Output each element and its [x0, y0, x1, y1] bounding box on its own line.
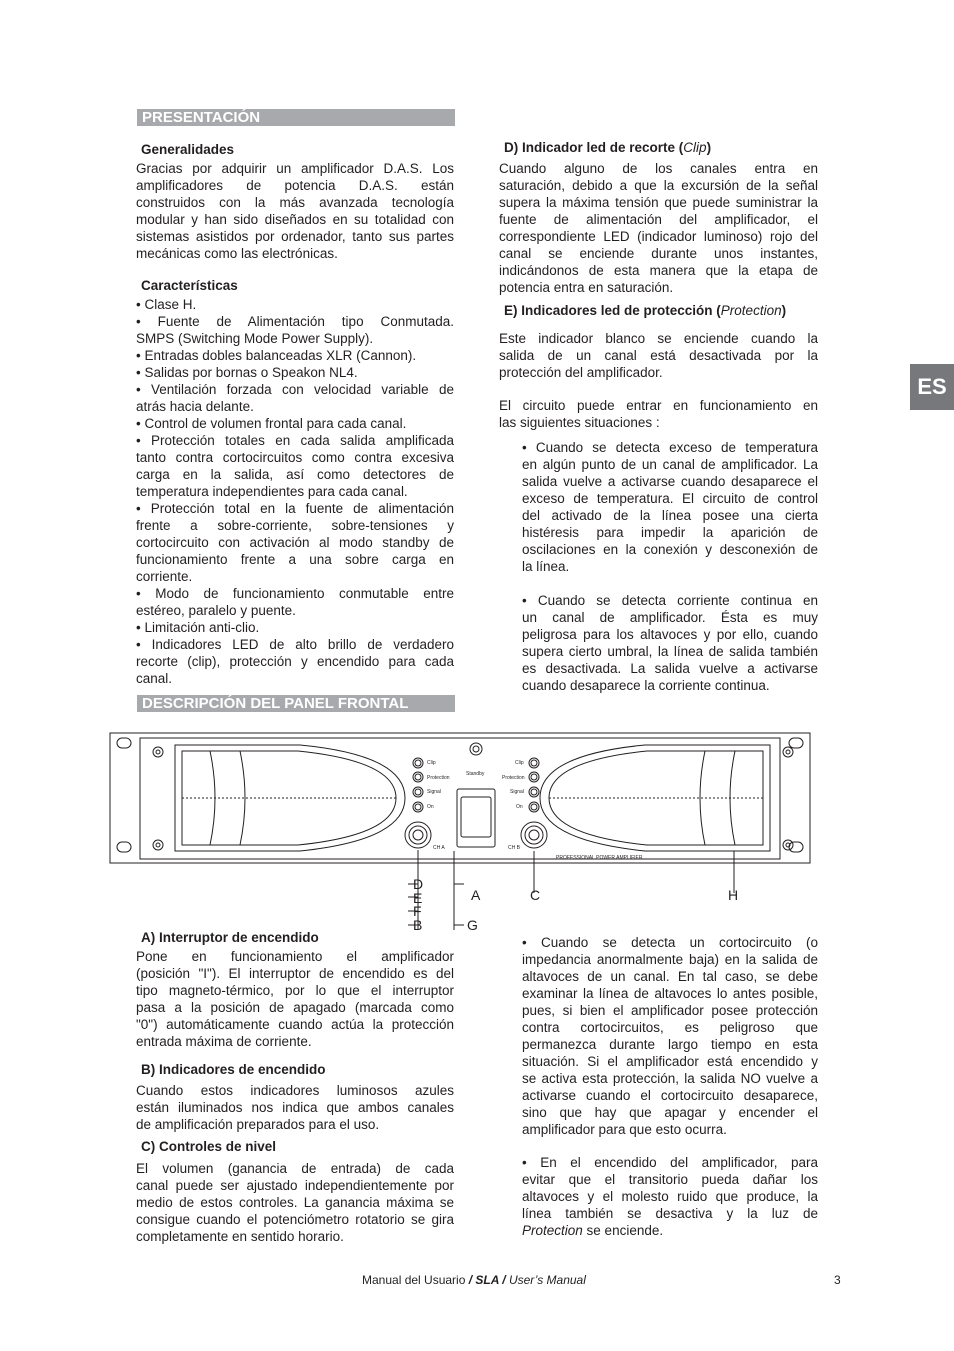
- text-line: se activa esta protección, la salida NO vuelve a: [522, 1071, 818, 1086]
- callout-b: B: [413, 917, 423, 933]
- text-line: • Cuando se detecta un cortocircuito (o: [522, 935, 818, 950]
- paragraph-d: [499, 160, 818, 296]
- text-line: potencia entra en saturación.: [499, 280, 674, 295]
- panel-label-ch-a: CH A: [433, 845, 445, 851]
- text-line: línea también se desactiva y la luz de: [522, 1206, 818, 1221]
- language-tab: ES: [910, 364, 954, 410]
- text-line: • Ventilación forzada con velocidad variable de: [136, 382, 454, 397]
- text-line: medio de estos controles. La ganancia máxima se: [136, 1195, 454, 1210]
- text-line: las siguientes situaciones :: [499, 415, 660, 430]
- text-line: Este indicador blanco se enciende cuando la: [499, 331, 818, 346]
- text-line: supera cierto umbral, la línea de salida también: [522, 644, 818, 659]
- text-line: • Cuando se detecta exceso de temperatura: [522, 440, 818, 455]
- text-line: frente a sobre-corriente, sobre-tensiones y: [136, 518, 454, 533]
- text-line: Gracias por adquirir un amplificador D.A.S. Los: [136, 161, 454, 176]
- text-line: entrada máxima de corriente.: [136, 1034, 312, 1049]
- paragraph-power-on: [522, 1154, 818, 1239]
- text-line: salida de un canal está desactivada por la: [499, 348, 818, 363]
- front-panel-diagram: [100, 725, 820, 940]
- callout-h: H: [728, 887, 739, 903]
- text-line: • En el encendido del amplificador, para: [522, 1155, 818, 1170]
- text-line: cuando desaparece la corriente continua.: [522, 678, 770, 693]
- text-line: exceso de temperatura. El circuito de control: [522, 491, 818, 506]
- paragraph-e2: [499, 397, 818, 431]
- text-line: histéresis para impedir la aparición de: [522, 525, 818, 540]
- panel-label-protection-a: Protection: [427, 775, 450, 781]
- text-line: canal.: [136, 671, 173, 686]
- text-line: estéreo, paralelo y puente.: [136, 603, 296, 618]
- panel-label-on-a: On: [427, 804, 434, 810]
- section-title-panel-frontal: DESCRIPCIÓN DEL PANEL FRONTAL: [137, 695, 455, 712]
- text-line: indicándonos de esta manera que la etapa de: [499, 263, 818, 278]
- text-line: • Entradas dobles balanceadas XLR (Cannon).: [136, 348, 417, 363]
- text-line: evitar que el transitorio pueda dañar los: [522, 1172, 818, 1187]
- text-line: (posición "I"). El interruptor de encendido es del: [136, 966, 454, 981]
- text-line: modular y han sido diseñados en su totalidad con: [136, 212, 454, 227]
- text-line: • Protección total en la fuente de alimentación: [136, 501, 454, 516]
- panel-label-ch-b: CH B: [508, 845, 520, 851]
- text-line: • Indicadores LED de alto brillo de verdadero: [136, 637, 454, 652]
- paragraph-shortcircuit: [522, 934, 818, 1138]
- heading-caracteristicas: Características: [141, 278, 238, 293]
- footer-right: User’s Manual: [508, 1273, 586, 1287]
- text-line: sistemas asistidos por ordenador, tanto sus partes: [136, 229, 454, 244]
- text-line: permanezca durante largo tiempo en esta: [522, 1037, 818, 1052]
- panel-label-signal-a: Signal: [427, 789, 441, 795]
- panel-label-clip-b: Clip: [515, 760, 524, 766]
- paragraph-b: [136, 1082, 454, 1133]
- text-line: • Clase H.: [136, 297, 197, 312]
- panel-label-on-b: On: [516, 804, 523, 810]
- text-line: corriente.: [136, 569, 193, 584]
- text-line: es desactivada. La salida vuelve a activarse: [522, 661, 818, 676]
- heading-a-interruptor: A) Interruptor de encendido: [141, 930, 319, 945]
- footer-text: [362, 1273, 586, 1287]
- text-line: • Salidas por bornas o Speakon NL4.: [136, 365, 358, 380]
- heading-c-controles: C) Controles de nivel: [141, 1139, 277, 1154]
- list-caracteristicas: [136, 296, 454, 687]
- text-line: saturación, debido a que la excursión de la señal: [499, 178, 818, 193]
- paragraph-e4: [522, 592, 818, 694]
- text-line: Pone en funcionamiento el amplificador: [136, 949, 454, 964]
- heading-generalidades: Generalidades: [141, 142, 235, 157]
- text-line: supera la máxima tensión que puede suministrar la: [499, 195, 818, 210]
- text-line: • Cuando se detecta corriente continua en: [522, 593, 818, 608]
- text-line: activarse cuando el cortocircuito desaparece,: [522, 1088, 818, 1103]
- panel-brand-text: PROFESSIONAL POWER AMPLIFIER: [556, 855, 643, 861]
- text-line: altavoces y el molesto ruido que produce, la: [522, 1189, 818, 1204]
- footer-left: Manual del Usuario: [362, 1273, 466, 1287]
- text-line: oscilaciones en la conexión y desconexión de: [522, 542, 818, 557]
- text-line: • Fuente de Alimentación tipo Conmutada.: [136, 314, 454, 329]
- text-line: canal puede ser ajustado independientemente por: [136, 1178, 454, 1193]
- paragraph-c: [136, 1160, 454, 1245]
- text-line: • Protección totales en cada salida amplificada: [136, 433, 454, 448]
- text-line: carga en la salida, así como detectores de: [136, 467, 454, 482]
- callout-d: D: [413, 876, 424, 892]
- text-line: protección del amplificador.: [499, 365, 663, 380]
- text-line: situación. Si el amplificador está encendido y: [522, 1054, 818, 1069]
- callout-g: G: [467, 917, 478, 933]
- text-line: • Control de volumen frontal para cada canal.: [136, 416, 407, 431]
- text-line: amplificador para que esto ocurra.: [522, 1122, 727, 1137]
- text-line: El circuito puede entrar en funcionamiento en: [499, 398, 818, 413]
- text-line: impedancia anormalmente baja) en la salida de: [522, 952, 818, 967]
- text-line: El volumen (ganancia de entrada) de cada: [136, 1161, 454, 1176]
- text-line: pasa a la posición de apagado (marcada como: [136, 1000, 454, 1015]
- panel-label-standby: Standby: [466, 771, 485, 777]
- page-number: 3: [834, 1273, 841, 1287]
- text-line: en algún punto de un canal de amplificador. La: [522, 457, 818, 472]
- callout-e: E: [413, 890, 423, 906]
- text-line: tipo magneto-térmico, por lo que el interruptor: [136, 983, 454, 998]
- paragraph-e: [499, 330, 818, 381]
- panel-label-protection-b: Protection: [502, 775, 525, 781]
- callout-f: F: [413, 903, 422, 919]
- footer-brand: / SLA /: [468, 1273, 506, 1287]
- text-line: completamente en sentido horario.: [136, 1229, 344, 1244]
- panel-label-signal-b: Signal: [510, 789, 524, 795]
- text-line: Protection se enciende.: [522, 1223, 664, 1238]
- text-line: examinar la línea de altavoces lo antes posible,: [522, 986, 818, 1001]
- text-line: correspondiente LED (indicador luminoso) rojo del: [499, 229, 818, 244]
- italic-term: Clip: [683, 140, 707, 155]
- text-line: están iluminados nos indica que ambos canales: [136, 1100, 454, 1115]
- text-line: recorte (clip), protección y encendido para cada: [136, 654, 454, 669]
- text-line: un canal de amplificador. Ésta es muy: [522, 610, 818, 625]
- text-line: tanto contra cortocircuitos como contra excesiva: [136, 450, 454, 465]
- text-line: peligrosa para los altavoces y por ello, cuando: [522, 627, 818, 642]
- text-line: de amplificación preparados para el uso.: [136, 1117, 380, 1132]
- text-line: SMPS (Switching Mode Power Supply).: [136, 331, 374, 346]
- text-line: sino que hay que apagar y encender el: [522, 1105, 818, 1120]
- text-line: pues, si bien el amplificador posee protección: [522, 1003, 818, 1018]
- callout-a: A: [471, 887, 481, 903]
- callout-c: C: [530, 887, 541, 903]
- heading-b-indicadores: B) Indicadores de encendido: [141, 1062, 326, 1077]
- text-line: Cuando estos indicadores luminosos azules: [136, 1083, 454, 1098]
- text-line: funcionamiento frente a una sobre carga en: [136, 552, 454, 567]
- text-line: atrás hacia delante.: [136, 399, 254, 414]
- text-line: construidos con la más avanzada tecnología: [136, 195, 454, 210]
- text-line: Cuando alguno de los canales entra en: [499, 161, 818, 176]
- text-line: mecánicas como las electrónicas.: [136, 246, 338, 261]
- text-line: cortocircuito con activación al modo standby de: [136, 535, 454, 550]
- text-line: fuente de alimentación del amplificador, el: [499, 212, 818, 227]
- text-line: temperatura independientes para cada canal.: [136, 484, 408, 499]
- heading-d-clip: D) Indicador led de recorte (Clip): [504, 140, 712, 155]
- text-line: • Modo de funcionamiento conmutable entre: [136, 586, 454, 601]
- text-line: la línea.: [522, 559, 570, 574]
- section-title-presentacion: PRESENTACIÓN: [137, 109, 455, 126]
- text-line: "0") automáticamente cuando actúa la protección: [136, 1017, 454, 1032]
- text-line: altavoces de un canal. En tal caso, se debe: [522, 969, 818, 984]
- panel-label-clip-a: Clip: [427, 760, 436, 766]
- paragraph-a: [136, 948, 454, 1050]
- text-line: • Limitación anti-clio.: [136, 620, 260, 635]
- paragraph-generalidades: [136, 160, 454, 262]
- italic-term: Protection: [720, 303, 782, 318]
- text-line: contra cortocircuitos, es peligroso que: [522, 1020, 818, 1035]
- text-line: amplificadores de potencia D.A.S. están: [136, 178, 454, 193]
- text-line: consigue cuando el potenciómetro rotatorio se gira: [136, 1212, 454, 1227]
- text-line: salida vuelve a activarse cuando desaparece el: [522, 474, 818, 489]
- text-line: del activado de la línea posee una cierta: [522, 508, 818, 523]
- italic-term: Protection: [522, 1223, 583, 1238]
- paragraph-e3: [522, 439, 818, 575]
- text-line: canal se enciende durante unos instantes,: [499, 246, 818, 261]
- heading-e-protection: E) Indicadores led de protección (Protection): [504, 303, 787, 318]
